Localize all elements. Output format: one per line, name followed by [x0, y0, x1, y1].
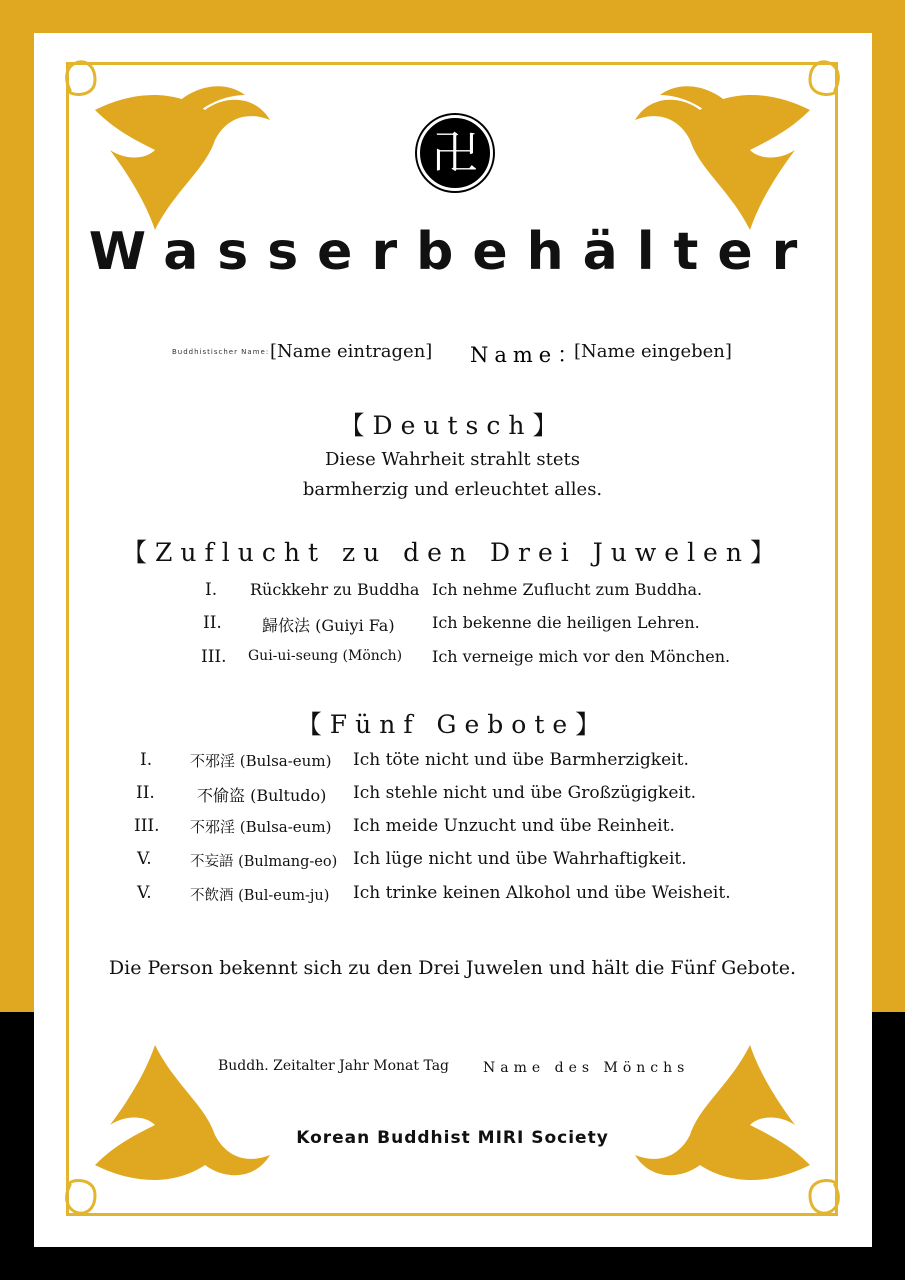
name-field[interactable]: [Name eingeben] — [574, 341, 732, 362]
precept-term: 不偷盗 (Bultudo) — [197, 786, 327, 805]
jewel-num: I. — [205, 580, 218, 600]
precept-text: Ich töte nicht und übe Barmherzigkeit. — [353, 750, 689, 770]
name-label: Name： — [470, 343, 585, 367]
society-name: Korean Buddhist MIRI Society — [296, 1128, 609, 1148]
precept-num: V. — [137, 883, 152, 903]
jewel-num: II. — [203, 613, 222, 633]
jewel-text: Ich nehme Zuflucht zum Buddha. — [432, 580, 703, 599]
phoenix-top-right-icon — [620, 50, 850, 240]
precept-num: II. — [136, 783, 155, 803]
precept-text: Ich stehle nicht und übe Großzügigkeit. — [353, 783, 697, 803]
verse-line-1: Diese Wahrheit strahlt stets — [325, 449, 580, 470]
jewel-text: Ich bekenne die heiligen Lehren. — [432, 613, 700, 632]
date-line: Buddh. Zeitalter Jahr Monat Tag — [218, 1058, 450, 1074]
jewel-text: Ich verneige mich vor den Mönchen. — [432, 647, 731, 666]
precepts-heading: 【Fünf Gebote】 — [296, 710, 609, 739]
certificate-title: Wasserbehälter — [88, 222, 817, 282]
declaration-text: Die Person bekennt sich zu den Drei Juwelen und hält die Fünf Gebote. — [108, 957, 797, 979]
precept-term: 不邪淫 (Bulsa-eum) — [190, 752, 332, 770]
precept-term: 不飲酒 (Bul-eum-ju) — [190, 888, 330, 904]
precept-text: Ich trinke keinen Alkohol und übe Weisheit. — [353, 883, 731, 903]
jewel-num: III. — [201, 647, 227, 667]
phoenix-top-left-icon — [55, 50, 285, 240]
jewels-heading: 【Zuflucht zu den Drei Juwelen】 — [122, 538, 783, 567]
precept-term: 不妄語 (Bulmang-eo) — [190, 854, 338, 870]
precept-num: I. — [140, 750, 153, 770]
buddhist-name-field[interactable]: [Name eintragen] — [270, 341, 433, 362]
verse-line-2: barmherzig und erleuchtet alles. — [302, 479, 603, 500]
jewel-term: 歸依法 (Guiyi Fa) — [262, 616, 395, 635]
monk-name-line: Name des Mönchs — [483, 1060, 690, 1076]
buddhist-name-label: Buddhistischer Name: — [172, 348, 270, 356]
precept-text: Ich meide Unzucht und übe Reinheit. — [353, 816, 675, 836]
deutsch-heading: 【Deutsch】 — [339, 411, 566, 440]
precept-term: 不邪淫 (Bulsa-eum) — [190, 818, 332, 836]
jewel-term: Rückkehr zu Buddha — [250, 580, 420, 599]
jewel-term: Gui-ui-seung (Mönch) — [248, 648, 403, 664]
precept-num: III. — [134, 816, 160, 836]
precept-text: Ich lüge nicht und übe Wahrhaftigkeit. — [353, 849, 687, 869]
precept-num: V. — [137, 849, 152, 869]
manji-emblem-icon: 卍 — [417, 115, 493, 191]
